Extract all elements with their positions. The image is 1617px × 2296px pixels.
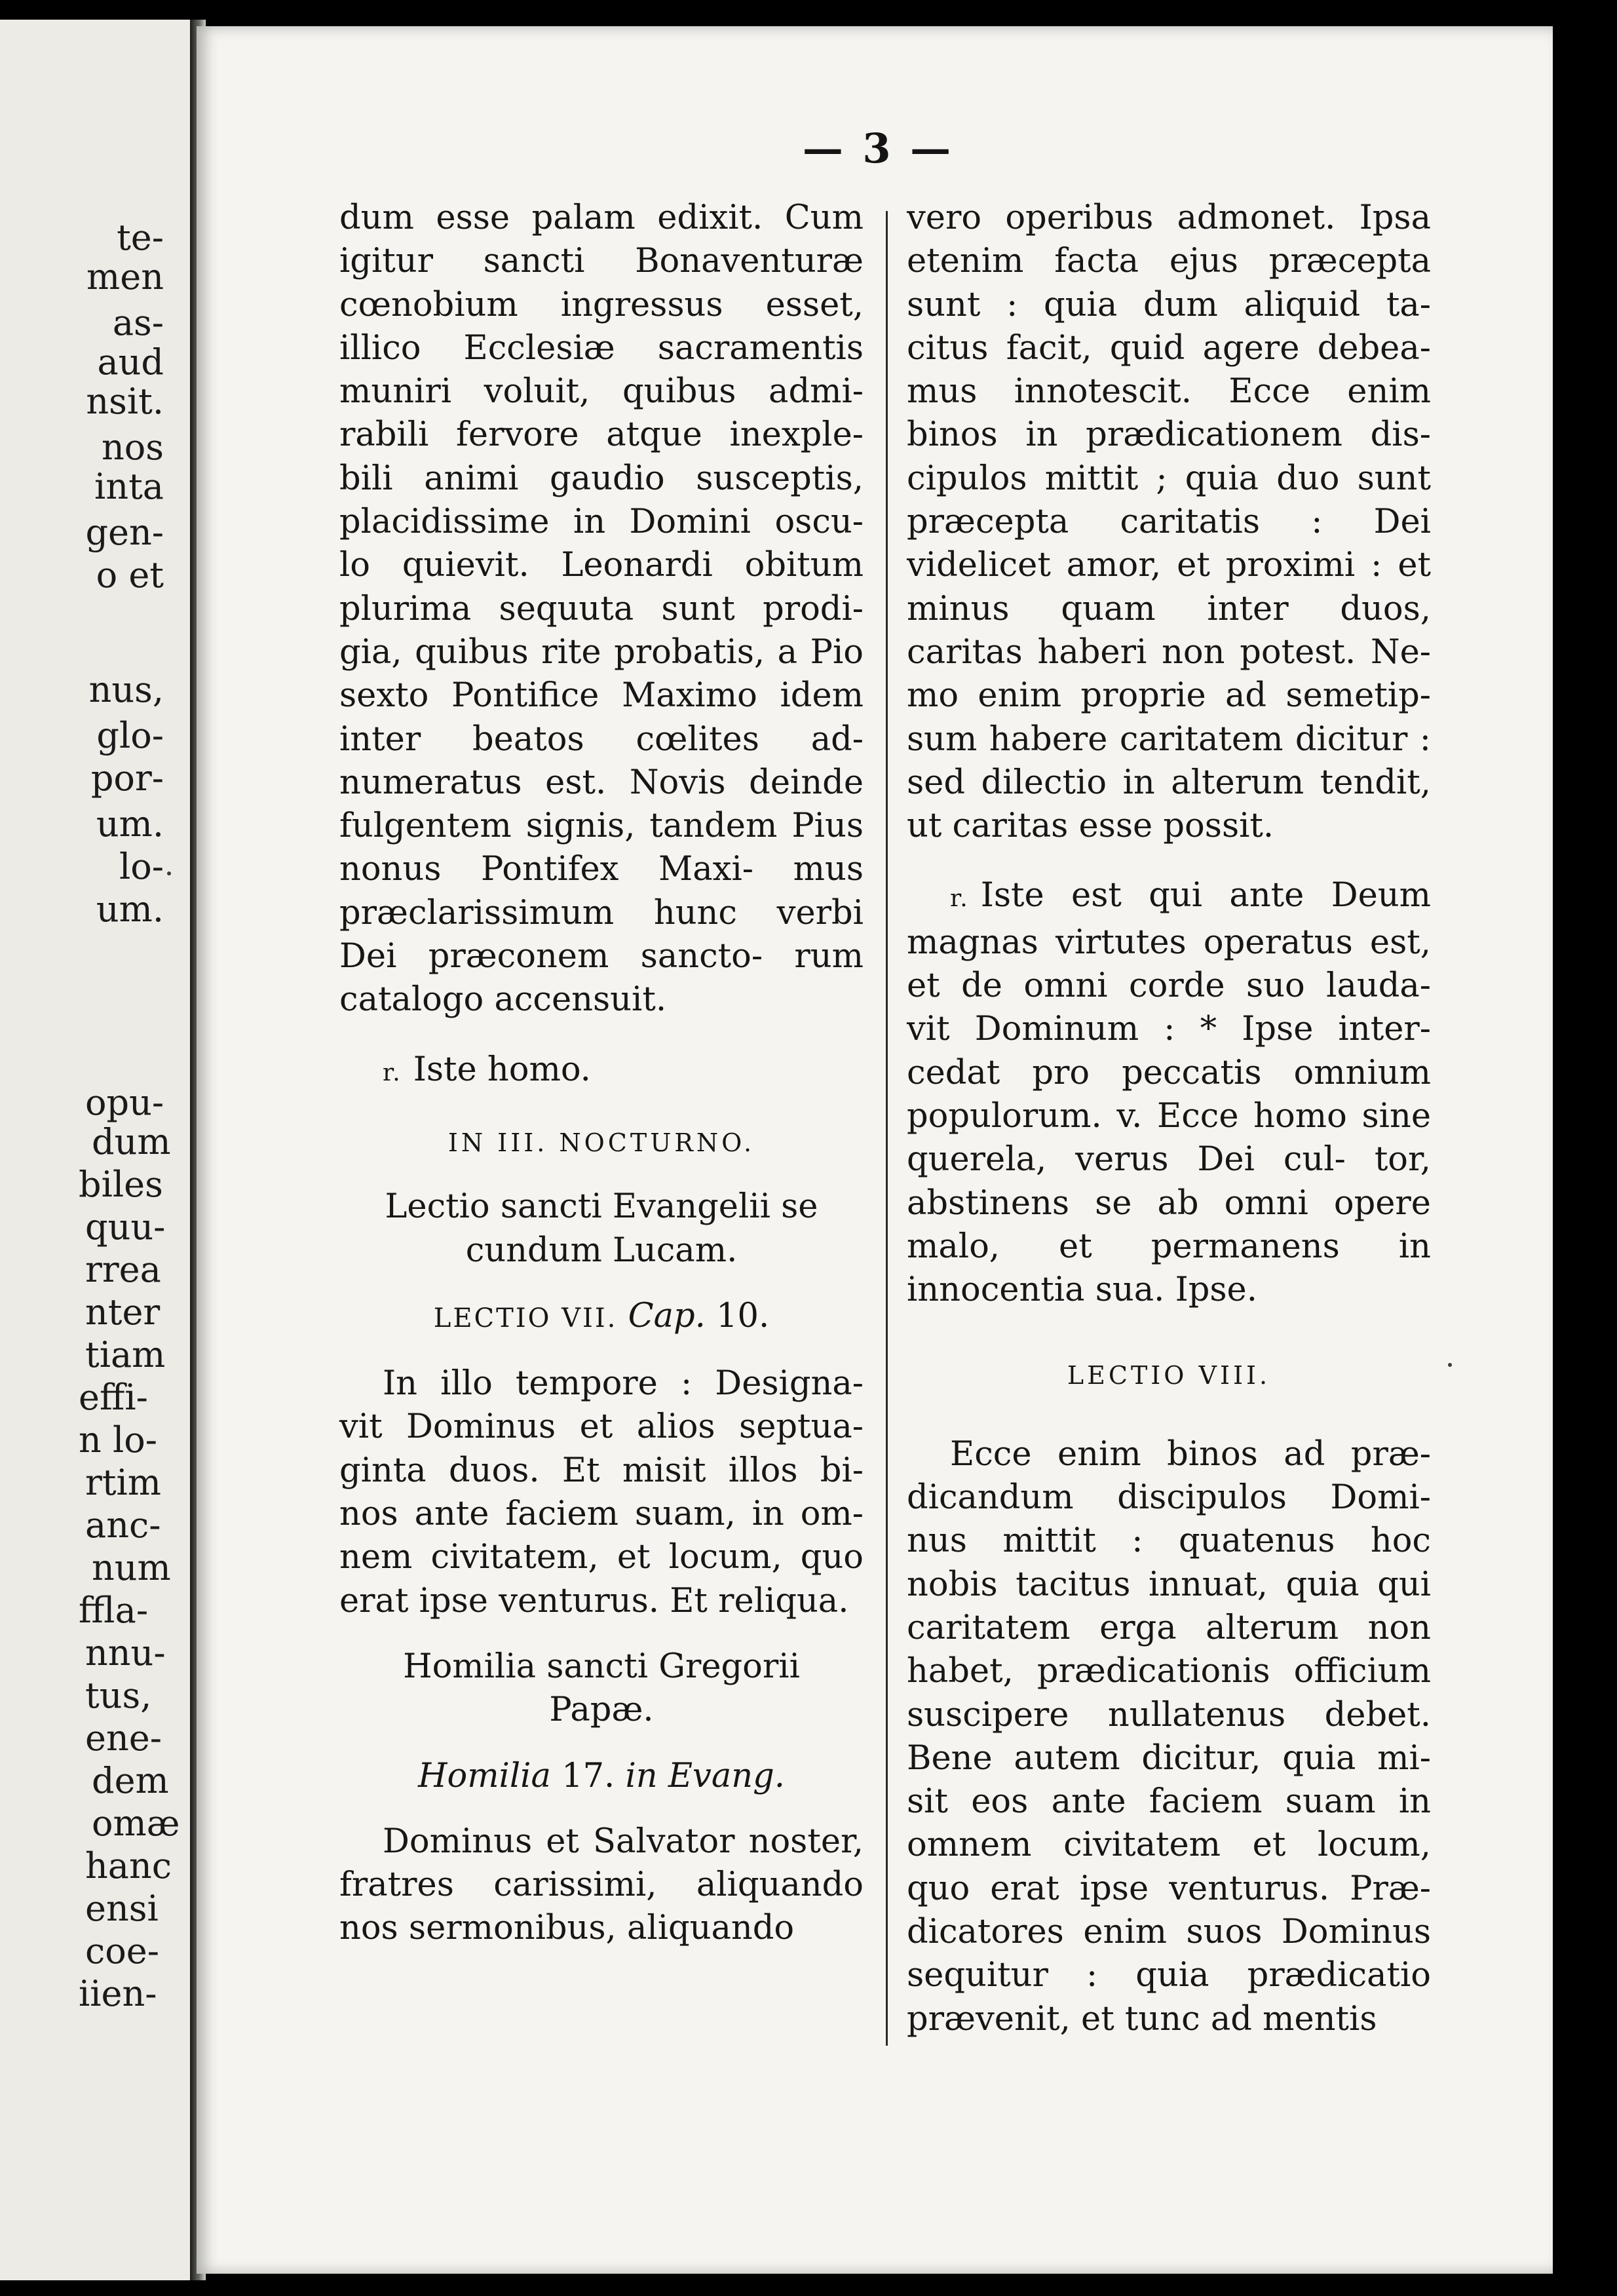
text-line: et minus quam inter duos,: [907, 546, 1432, 628]
text-line: Homilia sancti Gregorii: [403, 1647, 800, 1686]
gospel-paragraph: [339, 1362, 864, 1623]
column-divider: [886, 211, 888, 2046]
text-line: caritas haberi non potest. Ne-: [907, 632, 1431, 672]
text-line: vit Dominus et alios septua-: [339, 1407, 864, 1447]
facing-page-fragment-text: dum: [92, 1121, 171, 1162]
facing-page-fragment-text: dem: [92, 1760, 169, 1801]
text-line: cundum Lucam.: [465, 1231, 738, 1270]
facing-page-fragment-text: um.: [96, 889, 164, 930]
text-line: sit eos ante faciem suam in: [907, 1782, 1431, 1822]
text-line: cipulos mittit ; quia duo: [907, 459, 1340, 498]
text-line: sed dilectio in alterum tendit,: [907, 763, 1431, 802]
text-line: bili animi gaudio susceptis,: [339, 459, 864, 498]
text-line: ut caritas esse possit.: [907, 807, 1274, 846]
caritas-paragraph: [907, 197, 1431, 848]
text-line: mo enim proprie ad semetip-: [907, 676, 1431, 716]
text-line: nem civitatem, et locum, quo: [339, 1538, 864, 1577]
text-line: et de omni corde suo lauda-: [907, 966, 1431, 1006]
homily-ref-number: 17.: [561, 1756, 615, 1795]
text-line: mus præclarissimum hunc: [339, 850, 864, 932]
facing-page-fragment-text: nnu-: [85, 1632, 166, 1674]
facing-page-fragment-text: um.: [96, 803, 164, 845]
text-line: cedat pro peccatis omnium: [907, 1053, 1431, 1092]
text-line: nobis tacitus innuat, quia qui: [907, 1565, 1431, 1604]
text-line: dicatores enim suos Dominus: [907, 1912, 1431, 1951]
text-line: magnas virtutes operatus est,: [907, 923, 1431, 962]
text-line: muniri voluit, quibus admi-: [339, 372, 864, 411]
text-line: binos in prædicationem dis-: [907, 415, 1431, 455]
leonard-paragraph: [339, 197, 864, 1022]
text-line: citus facit, quid agere debea-: [907, 328, 1431, 368]
text-line: verbi Dei præconem sancto-: [339, 893, 864, 976]
text-line: tor, abstinens se ab omni: [907, 1140, 1431, 1223]
facing-page-fragment-text: nsit.: [86, 381, 164, 422]
facing-page-fragment-text: hanc: [85, 1845, 172, 1886]
facing-page-fragment-text: iien-: [79, 1973, 157, 2014]
text-line: omnem civitatem et locum,: [907, 1826, 1431, 1865]
homily-title: [339, 1645, 864, 1732]
text-line: videlicet amor, et proximi :: [907, 546, 1382, 585]
text-line: cœnobium ingressus esset,: [339, 285, 864, 324]
facing-page-fragment-text: coe-: [85, 1930, 159, 1972]
text-line: idem inter beatos cœlites ad-: [339, 676, 864, 759]
homily-ref-source: in Evang.: [625, 1756, 785, 1795]
text-line: innocentia sua. Ipse.: [907, 1271, 1257, 1310]
page-number: — 3 —: [802, 124, 954, 172]
nocturn-heading: IN III. NOCTURNO.: [447, 1128, 755, 1157]
text-line: nos ante faciem suam, in om-: [339, 1495, 864, 1534]
text-line: Pius nonus Pontifex Maxi-: [339, 807, 864, 889]
right-column: [907, 197, 1431, 2041]
text-line: igitur sancti Bonaventuræ: [339, 242, 864, 281]
facing-page-fragment-text: nos: [101, 427, 164, 468]
text-line: lo quievit. Leonardi obitum: [339, 546, 864, 585]
ink-speck: [167, 871, 171, 875]
text-line: sequitur : quia prædicatio: [907, 1956, 1431, 1995]
text-line: suscipere nullatenus debet.: [907, 1695, 1431, 1734]
text-line: Papæ.: [549, 1691, 654, 1730]
text-line: dum esse palam edixit. Cum: [339, 199, 864, 237]
facing-page-fragment-text: ene-: [85, 1717, 162, 1759]
text-line: vit Dominum : * Ipse inter-: [907, 1010, 1431, 1049]
facing-page-fragment-text: te-: [117, 217, 164, 258]
facing-page-fragment-text: ffla-: [79, 1590, 149, 1631]
text-line: Lectio sancti Evangelii se: [385, 1187, 818, 1227]
facing-page-fragment-text: omæ: [92, 1803, 180, 1844]
facing-page-fragment-text: inta: [94, 466, 164, 507]
text-line: habet, prædicationis officium: [907, 1652, 1431, 1691]
text-line: Iste est qui ante Deum: [980, 876, 1431, 915]
facing-page-fragment-text: anc-: [85, 1504, 161, 1546]
text-line: fulgentem signis, tandem: [339, 807, 778, 846]
text-line: illico Ecclesiæ sacramentis: [339, 328, 864, 368]
facing-page-fragment-text: o et: [96, 554, 164, 596]
facing-page-fragment-text: nus,: [88, 669, 164, 710]
left-column: [339, 197, 864, 1951]
facing-page-fragment-text: opu-: [85, 1082, 164, 1123]
facing-page-fragment-text: por-: [90, 757, 164, 799]
facing-page-fragment-text: men: [86, 256, 164, 297]
responsory-text: Iste homo.: [413, 1050, 591, 1089]
text-line: prævenit, et tunc ad mentis: [907, 1999, 1377, 2038]
text-line: opere malo, et permanens in: [907, 1183, 1431, 1266]
text-line: sine querela, verus Dei cul-: [907, 1096, 1432, 1179]
text-line: nus mittit : quatenus hoc: [907, 1521, 1431, 1561]
text-line: numeratus est. Novis deinde: [339, 763, 864, 802]
lectio-source: [339, 1185, 864, 1272]
facing-page-fragment-text: ensi: [85, 1888, 159, 1929]
text-line: caritatem erga alterum non: [907, 1608, 1431, 1647]
ink-speck: [1448, 1363, 1452, 1367]
text-line: mus innotescit. Ecce enim: [907, 372, 1431, 411]
homily-paragraph: [339, 1820, 864, 1951]
text-line: erat ipse venturus. Et reliqua.: [339, 1581, 849, 1620]
text-line: sunt : quia dum aliquid ta-: [907, 285, 1431, 324]
homily-reference: [339, 1755, 864, 1798]
facing-page-fragment: [0, 20, 190, 2280]
facing-page-fragment-text: nter: [85, 1292, 161, 1333]
text-line: populorum. v. Ecce homo: [907, 1096, 1347, 1136]
facing-page-fragment-text: effi-: [79, 1377, 148, 1418]
facing-page-fragment-text: gen-: [85, 512, 164, 553]
facing-page-fragment-text: tiam: [85, 1334, 166, 1375]
responsory-paragraph: [907, 874, 1431, 1312]
text-line: Ecce enim binos ad præ-: [950, 1434, 1431, 1474]
lectio-viii-heading: LECTIO VIII.: [1067, 1361, 1271, 1390]
chapter-number: 10.: [716, 1296, 770, 1335]
text-line: etenim facta ejus præcepta: [907, 242, 1431, 281]
text-line: Bene autem dicitur, quia mi-: [907, 1738, 1431, 1778]
responsory-label: r.: [383, 1059, 402, 1086]
text-line: sunt præcepta caritatis : Dei: [907, 459, 1431, 542]
text-line: sum habere caritatem dicitur :: [907, 719, 1431, 759]
text-line: quo erat ipse venturus. Præ-: [907, 1869, 1431, 1908]
text-line: In illo tempore : Designa-: [383, 1364, 864, 1404]
responsory-short: [339, 1048, 864, 1095]
facing-page-fragment-text: as-: [112, 302, 164, 343]
text-line: gia, quibus rite probatis, a: [339, 632, 798, 672]
text-line: placidissime in Domini oscu-: [339, 503, 864, 542]
facing-page-fragment-text: n lo-: [79, 1419, 157, 1461]
text-line: Pio sexto Pontifice Maximo: [339, 632, 864, 716]
lectio-vii-heading: [339, 1295, 864, 1340]
facing-page-fragment-text: num: [92, 1547, 171, 1588]
lectio-label: LECTIO VII.: [433, 1303, 618, 1333]
text-line: plurima sequuta sunt prodi-: [339, 589, 864, 628]
text-line: Dominus et Salvator noster,: [383, 1822, 864, 1861]
facing-page-fragment-text: rtim: [85, 1462, 161, 1503]
facing-page-fragment-text: biles: [79, 1164, 163, 1205]
text-line: ginta duos. Et misit illos bi-: [339, 1451, 864, 1490]
facing-page-fragment-text: aud: [97, 341, 164, 383]
text-line: fratres carissimi, aliquando: [339, 1866, 864, 1905]
text-line: rabili fervore atque inexple-: [339, 415, 864, 455]
facing-page-fragment-text: lo-: [119, 846, 164, 887]
facing-page-fragment-text: glo-: [96, 715, 164, 756]
facing-page-fragment-text: rrea: [85, 1249, 161, 1290]
text-line: nos sermonibus, aliquando: [339, 1909, 795, 1948]
responsory-label: r.: [950, 885, 969, 913]
homily-ref-label: Homilia: [418, 1756, 551, 1795]
text-line: rum catalogo accensuit.: [339, 937, 864, 1020]
text-line: dicandum discipulos Domi-: [907, 1478, 1431, 1518]
facing-page-fragment-text: quu-: [85, 1206, 166, 1248]
chapter-label: Cap.: [628, 1296, 706, 1335]
lectio-viii-paragraph: [907, 1433, 1431, 2041]
text-line: vero operibus admonet. Ipsa: [907, 199, 1431, 237]
facing-page-fragment-text: tus,: [85, 1675, 152, 1716]
